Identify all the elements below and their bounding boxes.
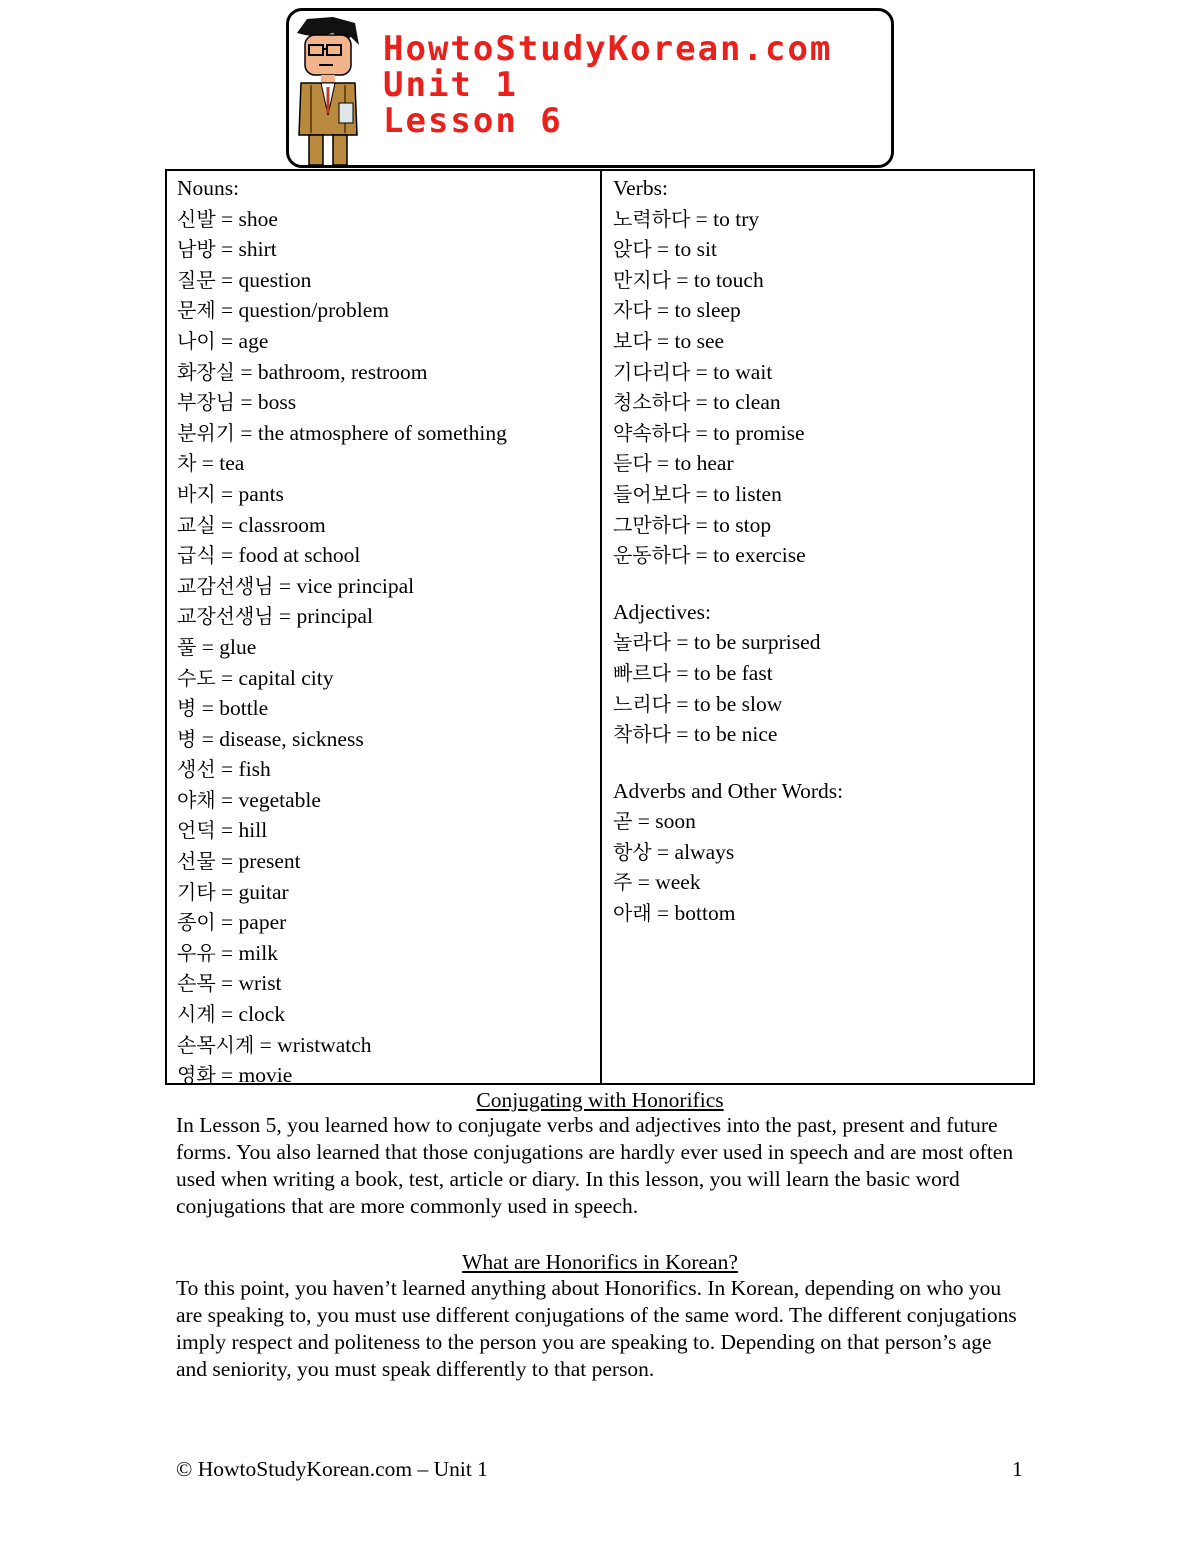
vocab-entry	[613, 627, 1023, 658]
korean-word: 부장님	[177, 390, 235, 415]
korean-word: 곧	[613, 809, 633, 834]
vocab-entry	[613, 867, 1023, 898]
korean-word: 들어보다	[613, 481, 691, 506]
vocab-entry	[177, 571, 592, 602]
korean-word: 야채	[177, 787, 216, 812]
korean-word: 종이	[177, 910, 216, 935]
verbs-heading: Verbs:	[613, 176, 668, 200]
conjugating-honorifics-paragraph: In Lesson 5, you learned how to conjugate verbs and adjectives into the past, present and future forms. You also learned that those conjugations are hardly ever used in speech and are most often used when writing a book, test, article or diary. In this lesson, you will learn the basic word conjugations that are more commonly used in speech.	[176, 1113, 1014, 1218]
english-meaning: to clean	[713, 390, 781, 415]
equals-sign: =	[690, 481, 714, 506]
korean-word: 그만하다	[613, 512, 691, 537]
english-meaning: to stop	[713, 512, 772, 537]
vocab-entry	[613, 540, 1023, 571]
korean-word: 언덕	[177, 818, 216, 843]
english-meaning: capital city	[238, 665, 334, 690]
korean-word: 분위기	[177, 420, 235, 445]
korean-word: 노력하다	[613, 206, 691, 231]
vocab-entry	[613, 837, 1023, 868]
english-meaning: shirt	[238, 237, 277, 262]
english-meaning: hill	[238, 818, 268, 843]
vocab-entry	[613, 295, 1023, 326]
equals-sign: =	[670, 691, 694, 716]
equals-sign: =	[651, 298, 675, 323]
korean-word: 선물	[177, 849, 216, 874]
english-meaning: to sleep	[674, 298, 741, 323]
english-meaning: milk	[238, 940, 278, 965]
equals-sign: =	[196, 726, 220, 751]
english-meaning: shoe	[238, 206, 278, 231]
korean-word: 병	[177, 726, 197, 751]
vocab-entry	[177, 815, 592, 846]
english-meaning: glue	[219, 634, 257, 659]
equals-sign: =	[234, 359, 258, 384]
equals-sign: =	[254, 1032, 278, 1057]
vocab-entry	[177, 877, 592, 908]
vocab-entry	[177, 754, 592, 785]
korean-word: 항상	[613, 839, 652, 864]
equals-sign: =	[215, 818, 239, 843]
vocab-entry	[177, 785, 592, 816]
equals-sign: =	[234, 420, 258, 445]
equals-sign: =	[215, 543, 239, 568]
vocab-entry	[177, 265, 592, 296]
equals-sign: =	[215, 267, 239, 292]
vocab-entry	[613, 658, 1023, 689]
vocab-entry	[177, 357, 592, 388]
vocab-entry	[177, 601, 592, 632]
equals-sign: =	[215, 1002, 239, 1027]
nouns-heading: Nouns:	[177, 176, 240, 200]
english-meaning: to try	[713, 206, 760, 231]
korean-word: 병	[177, 696, 197, 721]
lesson-title: Lesson 6	[383, 101, 563, 141]
equals-sign: =	[215, 849, 239, 874]
vocab-entry	[177, 234, 592, 265]
korean-word: 풀	[177, 634, 197, 659]
equals-sign: =	[632, 870, 656, 895]
vocab-entry	[177, 448, 592, 479]
vocabulary-table	[165, 169, 1035, 1088]
what-are-honorifics-paragraph: To this point, you haven’t learned anything about Honorifics. In Korean, depending on who you are speaking to, you must use different conjugations of the same word. The different conjugations imply respect and politeness to the person you are speaking to. Depending on that person’s age and seniority, you must speak differently to that person.	[176, 1276, 1017, 1381]
equals-sign: =	[690, 512, 714, 537]
korean-word: 나이	[177, 328, 216, 353]
vocab-entry	[177, 479, 592, 510]
vocab-entry	[613, 326, 1023, 357]
equals-sign: =	[215, 298, 239, 323]
site-name: HowtoStudyKorean.com	[383, 29, 833, 69]
equals-sign: =	[690, 420, 714, 445]
korean-word: 자다	[613, 298, 652, 323]
vocab-entry	[177, 204, 592, 235]
vocab-entry	[613, 689, 1023, 720]
korean-word: 아래	[613, 901, 652, 926]
english-meaning: tea	[219, 451, 245, 476]
english-meaning: always	[674, 839, 735, 864]
english-meaning: boss	[257, 390, 297, 415]
english-meaning: question	[238, 267, 312, 292]
equals-sign: =	[215, 757, 239, 782]
korean-word: 착하다	[613, 722, 671, 747]
equals-sign: =	[632, 809, 656, 834]
vocab-entry	[613, 479, 1023, 510]
english-meaning: to see	[674, 328, 725, 353]
vocab-entry	[613, 719, 1023, 750]
conjugating-honorifics-heading: Conjugating with Honorifics	[476, 1088, 724, 1112]
english-meaning: present	[238, 849, 301, 874]
english-meaning: bottom	[674, 901, 736, 926]
korean-word: 문제	[177, 298, 216, 323]
equals-sign: =	[215, 787, 239, 812]
footer-copyright: © HowtoStudyKorean.com – Unit 1	[176, 1457, 488, 1481]
unit-title: Unit 1	[383, 65, 518, 105]
english-meaning: question/problem	[238, 298, 390, 323]
korean-word: 운동하다	[613, 543, 691, 568]
equals-sign: =	[670, 722, 694, 747]
korean-word: 생선	[177, 757, 216, 782]
vocab-entry	[613, 510, 1023, 541]
korean-word: 우유	[177, 940, 216, 965]
korean-word: 시계	[177, 1002, 216, 1027]
adverbs-heading: Adverbs and Other Words:	[613, 778, 844, 803]
vocab-entry	[613, 265, 1023, 296]
english-meaning: wrist	[238, 971, 282, 996]
english-meaning: classroom	[238, 512, 326, 537]
vocab-entry	[177, 326, 592, 357]
equals-sign: =	[196, 634, 220, 659]
vocab-entry	[177, 510, 592, 541]
equals-sign: =	[215, 237, 239, 262]
lesson-banner	[286, 8, 894, 168]
english-meaning: to be surprised	[693, 630, 821, 655]
vocab-entry	[613, 448, 1023, 479]
english-meaning: vice principal	[296, 573, 415, 598]
vocab-entry	[613, 387, 1023, 418]
equals-sign: =	[215, 206, 239, 231]
vocab-entry	[613, 204, 1023, 235]
equals-sign: =	[196, 451, 220, 476]
korean-word: 약속하다	[613, 420, 691, 445]
korean-word: 차	[177, 451, 197, 476]
korean-word: 신발	[177, 206, 216, 231]
equals-sign: =	[273, 573, 297, 598]
korean-word: 청소하다	[613, 390, 691, 415]
equals-sign: =	[670, 630, 694, 655]
vocab-entry	[613, 898, 1023, 929]
korean-word: 교실	[177, 512, 216, 537]
korean-word: 놀라다	[613, 630, 671, 655]
equals-sign: =	[215, 665, 239, 690]
vocab-entry	[177, 295, 592, 326]
english-meaning: to promise	[713, 420, 805, 445]
vocab-entry	[177, 632, 592, 663]
korean-word: 빠르다	[613, 660, 671, 685]
vocab-entry	[613, 357, 1023, 388]
what-are-honorifics-heading: What are Honorifics in Korean?	[462, 1250, 738, 1274]
korean-word: 화장실	[177, 359, 235, 384]
equals-sign: =	[670, 267, 694, 292]
vocab-entry	[177, 1030, 592, 1061]
korean-word: 교장선생님	[177, 604, 274, 629]
equals-sign: =	[651, 901, 675, 926]
english-meaning: guitar	[238, 879, 289, 904]
equals-sign: =	[215, 879, 239, 904]
equals-sign: =	[651, 451, 675, 476]
english-meaning: bottle	[219, 696, 269, 721]
vocab-entry	[177, 968, 592, 999]
english-meaning: vegetable	[238, 787, 321, 812]
vocab-entry	[613, 418, 1023, 449]
english-meaning: to touch	[693, 267, 764, 292]
adjectives-heading: Adjectives:	[613, 599, 711, 624]
vocab-entry	[177, 693, 592, 724]
column-divider	[600, 171, 602, 1083]
english-meaning: paper	[238, 910, 287, 935]
english-meaning: age	[238, 328, 269, 353]
equals-sign: =	[690, 543, 714, 568]
equals-sign: =	[690, 206, 714, 231]
korean-word: 주	[613, 870, 633, 895]
english-meaning: to sit	[674, 237, 717, 262]
nouns-column	[177, 173, 592, 1091]
korean-word: 급식	[177, 543, 216, 568]
vocab-entry	[177, 724, 592, 755]
korean-word: 수도	[177, 665, 216, 690]
equals-sign: =	[215, 328, 239, 353]
english-meaning: to be fast	[693, 660, 773, 685]
korean-word: 기다리다	[613, 359, 691, 384]
english-meaning: movie	[238, 1063, 293, 1088]
equals-sign: =	[215, 512, 239, 537]
equals-sign: =	[670, 660, 694, 685]
english-meaning: to wait	[713, 359, 773, 384]
english-meaning: wristwatch	[277, 1032, 372, 1057]
korean-word: 질문	[177, 267, 216, 292]
equals-sign: =	[690, 359, 714, 384]
equals-sign: =	[215, 940, 239, 965]
equals-sign: =	[690, 390, 714, 415]
equals-sign: =	[234, 390, 258, 415]
english-meaning: pants	[238, 481, 284, 506]
korean-word: 손목	[177, 971, 216, 996]
english-meaning: the atmosphere of something	[257, 420, 507, 445]
vocab-entry	[177, 540, 592, 571]
equals-sign: =	[215, 1063, 239, 1088]
english-meaning: to be slow	[693, 691, 783, 716]
page-number: 1	[1012, 1457, 1023, 1481]
vocab-entry	[613, 234, 1023, 265]
korean-word: 듣다	[613, 451, 652, 476]
equals-sign: =	[215, 971, 239, 996]
english-meaning: principal	[296, 604, 373, 629]
english-meaning: clock	[238, 1002, 286, 1027]
vocab-entry	[613, 806, 1023, 837]
equals-sign: =	[651, 328, 675, 353]
vocab-entry	[177, 663, 592, 694]
korean-word: 기타	[177, 879, 216, 904]
korean-word: 보다	[613, 328, 652, 353]
vocab-entry	[177, 418, 592, 449]
english-meaning: disease, sickness	[219, 726, 364, 751]
english-meaning: food at school	[238, 543, 361, 568]
equals-sign: =	[215, 481, 239, 506]
vocab-entry	[177, 387, 592, 418]
equals-sign: =	[651, 839, 675, 864]
english-meaning: fish	[238, 757, 271, 782]
vocab-entry	[177, 846, 592, 877]
korean-word: 만지다	[613, 267, 671, 292]
english-meaning: bathroom, restroom	[257, 359, 428, 384]
equals-sign: =	[651, 237, 675, 262]
words-column	[613, 173, 1023, 929]
english-meaning: to listen	[713, 481, 782, 506]
english-meaning: to exercise	[713, 543, 806, 568]
korean-word: 앉다	[613, 237, 652, 262]
english-meaning: to hear	[674, 451, 734, 476]
korean-word: 교감선생님	[177, 573, 274, 598]
english-meaning: soon	[655, 809, 696, 834]
vocab-entry	[177, 907, 592, 938]
mascot-illustration	[293, 15, 363, 167]
vocab-entry	[177, 999, 592, 1030]
equals-sign: =	[273, 604, 297, 629]
korean-word: 남방	[177, 237, 216, 262]
vocab-entry	[177, 938, 592, 969]
equals-sign: =	[196, 696, 220, 721]
equals-sign: =	[215, 910, 239, 935]
english-meaning: to be nice	[693, 722, 778, 747]
korean-word: 손목시계	[177, 1032, 255, 1057]
korean-word: 영화	[177, 1063, 216, 1088]
korean-word: 느리다	[613, 691, 671, 716]
korean-word: 바지	[177, 481, 216, 506]
english-meaning: week	[655, 870, 701, 895]
